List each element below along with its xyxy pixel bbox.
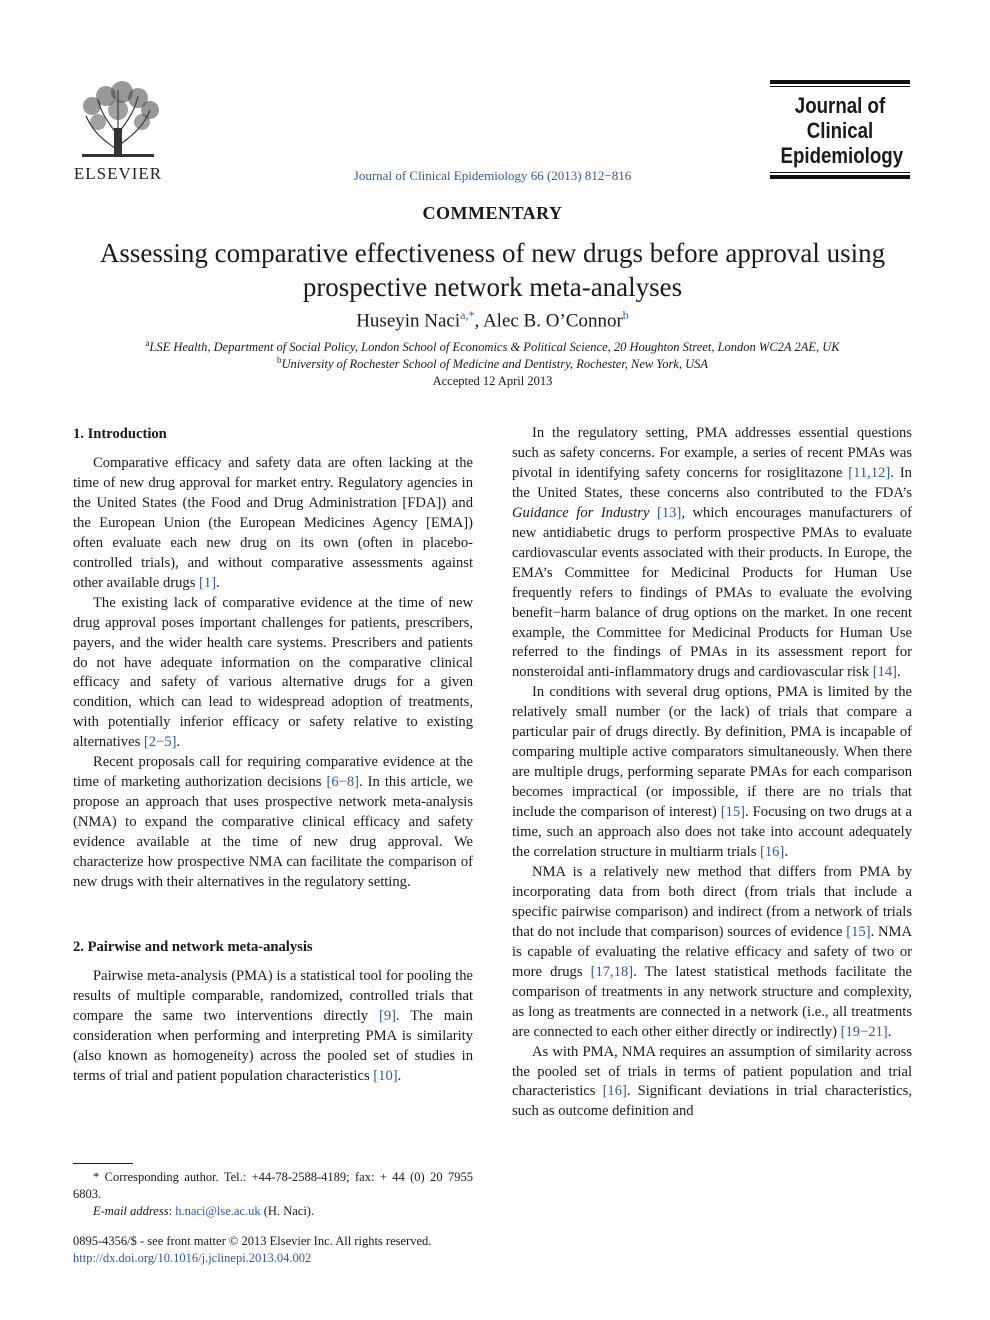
paragraph-text: Pairwise meta-analysis (PMA) is a statistical tool for pooling the results of multiple comparable, randomized, controlled trials that compare the same two interventions directly — [73, 967, 473, 1024]
copyright-block — [73, 1233, 493, 1267]
paragraph-text: As with PMA, NMA requires an assumption of similarity across the pooled set of trials in terms of patient population and trial characteristics — [512, 1043, 912, 1100]
brand-rule — [770, 172, 910, 173]
citation-link[interactable]: [16] — [760, 844, 785, 861]
affiliation-text: LSE Health, Department of Social Policy, London School of Economics & Political Science, 20 Houghton Street, London WC2A 2AE, UK — [149, 340, 840, 355]
citation-link[interactable]: [1] — [199, 574, 217, 591]
email-link[interactable]: h.naci@lse.ac.uk — [175, 1204, 261, 1218]
paragraph-text: Recent proposals call for requiring comparative evidence at the time of marketing authorization decisions — [73, 754, 473, 791]
paragraph-text: NMA is a relatively new method that differs from PMA by incorporating data from both direct (from trials that include a specific pairwise comparison) and indirect (from a network of trials that do not include that comparison) sources of evidence — [512, 863, 912, 940]
citation-link[interactable]: [9] — [378, 1007, 396, 1024]
paragraph-text: . — [887, 1023, 892, 1040]
author-name: Huseyin Naci — [356, 310, 461, 332]
brand-line-2: Clinical — [806, 118, 874, 143]
paragraph-text: . NMA is capable of evaluating the relative efficacy and safety of two or more drugs — [512, 923, 912, 980]
citation-link[interactable]: [14] — [872, 664, 898, 681]
paragraph-text: . In this article, we propose an approach that uses prospective network meta-analysis (NMA) to expand the comparative clinical efficacy and safety evidence available at the time of new drug approval. We characterize how prospective NMA can facilitate the comparison of new drugs with their alternatives in the regulatory setting. — [73, 774, 473, 891]
author-affiliation-mark[interactable]: a,* — [460, 308, 475, 322]
paragraph-text: . — [176, 734, 181, 751]
paragraph-text: . In the United States, these concerns also contributed to the FDA’s — [512, 464, 912, 501]
paragraph — [73, 753, 473, 893]
issn-line: 0895-4356/$ - see front matter © 2013 Elsevier Inc. All rights reserved. — [73, 1234, 432, 1248]
author-affiliation-mark[interactable]: b — [622, 308, 629, 322]
section-heading: 1. Introduction — [73, 426, 167, 442]
citation-link[interactable]: [16] — [602, 1083, 627, 1100]
affiliation-mark: b — [276, 355, 282, 365]
footnote-rule — [73, 1163, 133, 1164]
accepted-date: Accepted 12 April 2013 — [432, 374, 553, 388]
footnotes — [73, 1163, 473, 1220]
paragraph-text: Comparative efficacy and safety data are often lacking at the time of new drug approval for market entry. Regulatory agencies in the United States (the Food and Drug Administration [FDA]) and the European Union (the European Medicines Agency [EMA]) often evaluate each new drug on its own (often in placebo-controlled trials), and without comparative assessments against other available drugs — [73, 455, 473, 591]
paragraph-text: . — [784, 844, 788, 861]
email-colon: : — [168, 1204, 176, 1218]
author-name: Alec B. O’Connor — [482, 310, 623, 332]
email-label: E-mail address — [93, 1204, 169, 1218]
right-column — [512, 424, 912, 1122]
affiliation-a — [0, 338, 985, 355]
citation-link[interactable]: [17,18] — [590, 963, 634, 980]
citation-link[interactable]: [6−8] — [326, 774, 360, 791]
paragraph — [512, 1043, 912, 1123]
paragraph-text — [649, 505, 657, 521]
citation-link[interactable]: [19−21] — [840, 1023, 888, 1040]
paragraph — [73, 594, 473, 754]
citation-link[interactable]: [13] — [657, 504, 682, 521]
brand-rule — [770, 80, 910, 84]
section-heading: 2. Pairwise and network meta-analysis — [73, 938, 313, 955]
doi-link[interactable]: http://dx.doi.org/10.1016/j.jclinepi.2013.04.002 — [73, 1251, 312, 1265]
citation-link[interactable]: [15] — [846, 923, 871, 940]
paragraph-text: . The main consideration when performing and interpreting PMA is similarity (also known as homogeneity) across the pooled set of studies in terms of trial and patient population characteristics — [73, 1007, 473, 1084]
brand-line-1: Journal of — [794, 93, 886, 118]
paragraph — [512, 424, 912, 683]
author-separator: , — [474, 310, 483, 332]
journal-citation-link[interactable]: Journal of Clinical Epidemiology 66 (2013) 812−816 — [353, 168, 632, 183]
paragraph-text: In the regulatory setting, PMA addresses essential questions such as safety concerns. For example, a series of recent PMAs was pivotal in identifying safety concerns for rosiglitazone — [512, 425, 912, 481]
paragraph-text: . Focusing on two drugs at a time, such an approach also does not take into account adequately the correlation structure in multiarm trials — [512, 804, 912, 861]
affiliation-mark: a — [145, 338, 150, 348]
paragraph-text: . The latest statistical methods facilitate the comparison of treatments in any network structure and complexity, as long as treatments are connected in a network (i.e., all treatments are connected to each other either directly or indirectly) — [512, 963, 912, 1040]
brand-rule — [770, 175, 910, 179]
paragraph-text: . — [897, 664, 901, 681]
author-list — [0, 308, 985, 332]
brand-line-3: Epidemiology — [780, 143, 904, 168]
citation-link[interactable]: [15] — [720, 804, 746, 821]
citation-link[interactable]: [11,12] — [848, 464, 891, 481]
affiliation-b — [0, 355, 985, 372]
paragraph — [73, 967, 473, 1087]
emphasis-text: Guidance for Industry — [512, 504, 650, 521]
paragraph — [512, 683, 912, 863]
affiliation-text: University of Rochester School of Medicine and Dentistry, Rochester, New York, USA — [281, 357, 709, 372]
paragraph — [512, 863, 912, 1043]
citation-link[interactable]: [10] — [373, 1067, 398, 1084]
paragraph-text: The existing lack of comparative evidence at the time of new drug approval poses important challenges for patients, prescribers, payers, and the wider health care systems. Prescribers and patients do not have adequate information on the comparative clinical efficacy and safety of various alternative drugs for a given condition, which can lead to widespread adoption of treatments, with potentially inferior efficacy or safety relative to existing alternatives — [73, 594, 473, 751]
brand-rule — [770, 86, 910, 87]
citation-link[interactable]: [2−5] — [143, 734, 177, 751]
section-type: COMMENTARY — [422, 203, 563, 223]
article-title: Assessing comparative effectiveness of new drugs before approval using prospective network meta-analyses — [99, 238, 886, 302]
email-note — [73, 1203, 473, 1220]
paragraph-text: . — [216, 574, 220, 591]
paragraph-text: In conditions with several drug options, PMA is limited by the relatively small number (or the lack) of trials that compare a particular pair of drugs directly. By definition, PMA is incapable of comparing multiple active comparators simultaneously. When there are multiple drugs, performing separate PMAs for each comparison becomes impractical (or impossible, if there are no trials that include the comparison of interest) — [512, 684, 912, 821]
paragraph-text: . Significant deviations in trial characteristics, such as outcome definition and — [512, 1083, 912, 1120]
corresponding-author-note: * Corresponding author. Tel.: +44-78-2588-4189; fax: + 44 (0) 20 7955 6803. — [73, 1170, 473, 1201]
elsevier-tree-icon — [72, 80, 164, 162]
journal-brand — [770, 80, 910, 179]
paragraph-text: , which encourages manufacturers of new antidiabetic drugs to perform prospective PMAs to evaluate cardiovascular events associated with their products. In Europe, the EMA’s Committee for Medicinal Products for Human Use frequently refers to findings of PMAs to evaluate the evolving benefit−harm balance of drug options on the market. In one recent example, the Committee for Medicinal Products for Human Use referred to the findings of PMAs in its assessment report for nonsteroidal anti-inflammatory drugs and cardiovascular risk — [512, 504, 912, 681]
email-suffix: (H. Naci). — [260, 1204, 315, 1218]
left-column — [73, 424, 473, 1087]
publisher-logo-text: ELSEVIER — [73, 164, 163, 183]
paragraph-text: . — [397, 1067, 402, 1084]
paragraph — [73, 454, 473, 594]
